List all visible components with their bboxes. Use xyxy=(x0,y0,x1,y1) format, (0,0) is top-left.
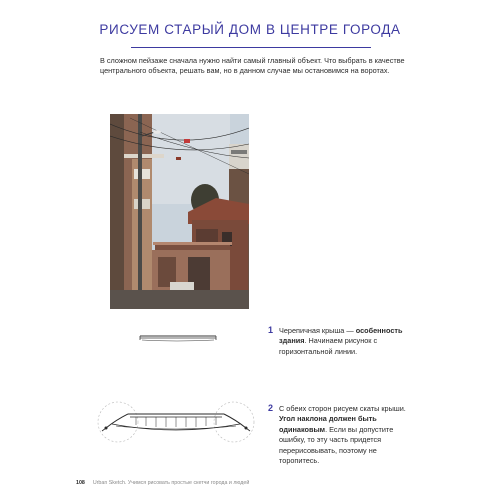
step-text xyxy=(279,326,418,357)
title-underline xyxy=(131,47,371,48)
step-text-part: Черепичная крыша — xyxy=(279,326,356,335)
step-text-emphasis: особенность здания xyxy=(279,326,403,346)
step-text-part: . Начинаем рисунок с горизонтальной линии. xyxy=(279,336,378,356)
step-1 xyxy=(268,326,418,357)
step-number: 2 xyxy=(268,403,274,413)
step-number: 1 xyxy=(268,325,274,335)
street-photo xyxy=(110,114,249,309)
roof-slopes-sketch xyxy=(96,398,256,448)
step-text-part: . Если вы допустите ошибку, то эту часть придется перерисовывать, поэтому не торопитесь. xyxy=(279,424,394,466)
step-text-part: С обеих сторон рисуем скаты крыши. xyxy=(279,404,406,413)
step-text xyxy=(279,404,418,466)
step-2 xyxy=(268,404,418,466)
page-footer xyxy=(76,480,249,486)
intro-paragraph: В сложном пейзаже сначала нужно найти самый главный объект. Что выбрать в качестве центрального объекта, решать вам, но в данном случае мы остановимся на воротах. xyxy=(100,56,405,76)
book-title: Urban Sketch. Учимся рисовать простые скетчи города и людей xyxy=(92,480,250,486)
page-title: РИСУЕМ СТАРЫЙ ДОМ В ЦЕНТРЕ ГОРОДА xyxy=(99,22,401,37)
step-text-emphasis: Угол наклона должен быть одинаковым xyxy=(279,414,377,434)
roof-line-sketch xyxy=(136,328,220,346)
street-photo-image xyxy=(110,114,249,309)
page-number: 108 xyxy=(76,480,85,486)
